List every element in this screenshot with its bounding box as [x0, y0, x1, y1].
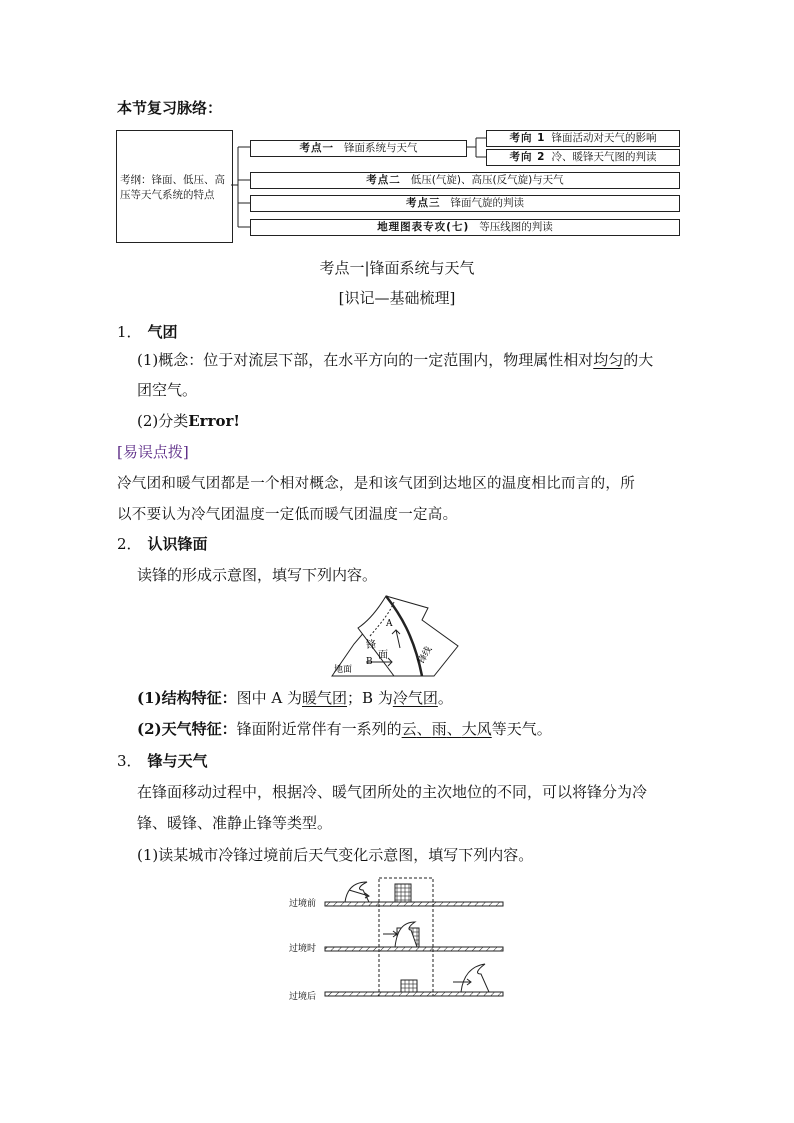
label-before: 过境前: [289, 899, 317, 909]
answer-rain: 雨: [431, 720, 447, 738]
mindmap-subnode-2: [486, 149, 680, 166]
mindmap-subnode-1: [486, 130, 680, 147]
label-after: 过境后: [289, 992, 317, 1002]
item-2-heading: [117, 534, 208, 554]
item-3-para-1-cont: 锋、暖锋、准静止锋等类型。: [137, 814, 333, 832]
review-title: 本节复习脉络：: [117, 99, 223, 117]
item-3-heading: [117, 751, 208, 771]
node-3-text: 锋面气旋的判读: [450, 197, 524, 209]
item-1-para-1-cont: 团空气。: [137, 381, 198, 399]
item-1-heading: [117, 322, 178, 342]
label-ground: 地面: [334, 665, 353, 675]
tip-line-2: 以不要认为冷气团温度一定低而暖气团温度一定高。: [117, 507, 458, 523]
label-during: 过境时: [289, 944, 317, 954]
node-2-text: 低压(气旋)、高压(反气旋)与天气: [410, 174, 564, 186]
structure-text-a: 图中 A 为: [236, 689, 303, 707]
weather-text-b: 等天气。: [491, 720, 552, 738]
structure-label: (1)结构特征：: [137, 689, 237, 707]
answer-uniform: 均匀: [593, 351, 624, 369]
concept-text-end: 的大: [623, 351, 654, 369]
node-4-tag: 地理图表专攻(七): [377, 221, 470, 233]
mindmap-node-4: [250, 219, 680, 236]
item-3-number: 3．: [117, 752, 142, 770]
label-feng: 锋: [366, 640, 376, 651]
node-2-tag: 考点二: [366, 174, 401, 186]
mindmap-node-3: [250, 195, 680, 212]
subnode-2-text: 冷、暖锋天气图的判读: [551, 151, 657, 163]
item-2-intro: 读锋的形成示意图，填写下列内容。: [137, 566, 378, 584]
node-1-tag: 考点一: [299, 142, 334, 154]
section-heading: 考点一|锋面系统与天气: [319, 259, 475, 277]
answer-cold-mass: 冷气团: [392, 689, 438, 707]
item-3-title: 锋与天气: [147, 752, 208, 770]
item-2-para-2: [137, 719, 552, 739]
subnode-2-tag: 考向 2: [509, 151, 546, 163]
mindmap-node-2: [250, 172, 680, 189]
item-2-number: 2．: [117, 535, 142, 553]
answer-warm-mass: 暖气团: [302, 689, 348, 707]
weather-label: (2)天气特征：: [137, 720, 237, 738]
mindmap-root-line2: 压等天气系统的特点: [120, 189, 215, 201]
item-1-number: 1．: [117, 323, 142, 341]
tip-line-1: 冷气团和暖气团都是一个相对概念，是和该气团到达地区的温度相比而言的，所: [117, 476, 635, 492]
item-1-para-2: [137, 411, 240, 431]
node-3-tag: 考点三: [406, 197, 441, 209]
label-mian: 面: [378, 650, 388, 661]
mindmap-root-line1: 考纲：锋面、低压、高: [120, 174, 225, 186]
item-1-title: 气团: [147, 323, 178, 341]
label-front-line: 锋线: [416, 645, 435, 666]
item-3-para-1: 在锋面移动过程中，根据冷、暖气团所处的主次地位的不同，可以将锋分为冷: [137, 783, 648, 801]
sub-heading: [识记—基础梳理]: [338, 289, 456, 307]
item-3-para-2: (1)读某城市冷锋过境前后天气变化示意图，填写下列内容。: [137, 846, 534, 864]
sep-2: 、: [446, 720, 462, 738]
tip-label: [易误点拨]: [117, 443, 189, 461]
concept-text: (1)概念：位于对流层下部，在水平方向的一定范围内，物理属性相对: [137, 351, 594, 369]
label-a: A: [386, 619, 393, 629]
item-2-para-1: [137, 688, 453, 708]
subnode-1-tag: 考向 1: [509, 132, 546, 144]
item-2-title: 认识锋面: [147, 535, 208, 553]
error-field: Error!: [188, 412, 240, 430]
cold-front-passage-figure: [285, 876, 525, 1006]
structure-text-b: ；B 为: [347, 689, 393, 707]
answer-wind: 大风: [461, 720, 492, 738]
answer-cloud: 云: [401, 720, 417, 738]
weather-text-a: 锋面附近常伴有一系列的: [236, 720, 402, 738]
sep-1: 、: [416, 720, 432, 738]
subnode-1-text: 锋面活动对天气的影响: [551, 132, 657, 144]
item-1-para-1: [137, 350, 653, 370]
label-b: B: [366, 657, 373, 667]
mindmap-node-1: [250, 140, 467, 157]
node-4-text: 等压线图的判读: [479, 221, 553, 233]
structure-text-c: 。: [437, 689, 453, 707]
node-1-text: 锋面系统与天气: [344, 142, 418, 154]
classify-text: (2)分类: [137, 412, 189, 430]
front-formation-figure: [330, 592, 460, 682]
